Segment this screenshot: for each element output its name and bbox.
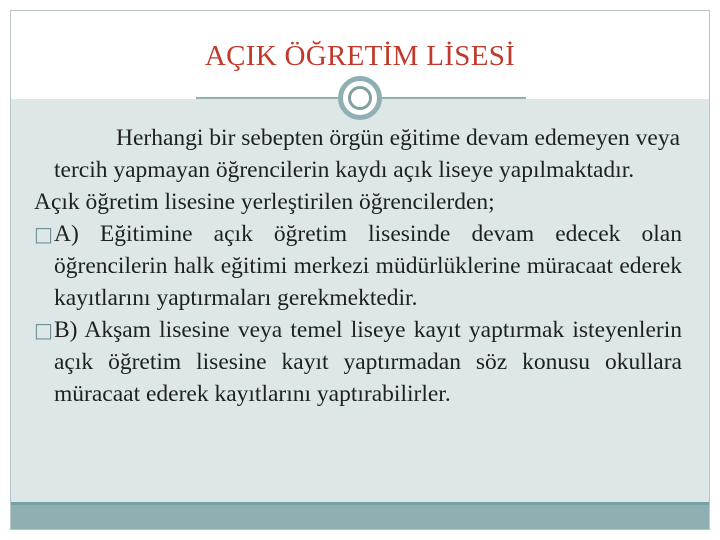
bullet-a-text: A) Eğitimine açık öğretim lisesinde devam edecek olan öğrencilerin halk eğitimi merkezi müdürlüklerine müracaat ederek kayıtlarını yaptırmaları gerekmektedir. <box>54 221 682 311</box>
intro-paragraph <box>34 122 682 186</box>
checkbox-bullet-icon: □ <box>34 318 53 342</box>
lead-in-text: Açık öğretim lisesine yerleştirilen öğrencilerden; <box>34 189 495 215</box>
bullet-item-a <box>34 218 682 314</box>
circle-ornament-inner <box>348 86 372 110</box>
slide-body <box>34 122 682 410</box>
checkbox-bullet-icon: □ <box>34 222 53 246</box>
footer-bar <box>11 502 709 529</box>
bullet-b-text: B) Akşam lisesine veya temel liseye kayıt yaptırmak isteyenlerin açık öğretim lisesine kayıt yaptırmadan söz konusu okullara müracaat ederek kayıtlarını yaptırabilirler. <box>54 317 682 407</box>
slide-title: AÇIK ÖĞRETİM LİSESİ <box>204 40 516 72</box>
intro-paragraph-text: Herhangi bir sebepten örgün eğitime devam edemeyen veya tercih yapmayan öğrencilerin kaydı açık liseye yapılmaktadır. <box>54 125 681 183</box>
bullet-item-b <box>34 314 682 410</box>
circle-ornament-icon <box>338 76 382 120</box>
footer-stripe <box>11 502 709 505</box>
